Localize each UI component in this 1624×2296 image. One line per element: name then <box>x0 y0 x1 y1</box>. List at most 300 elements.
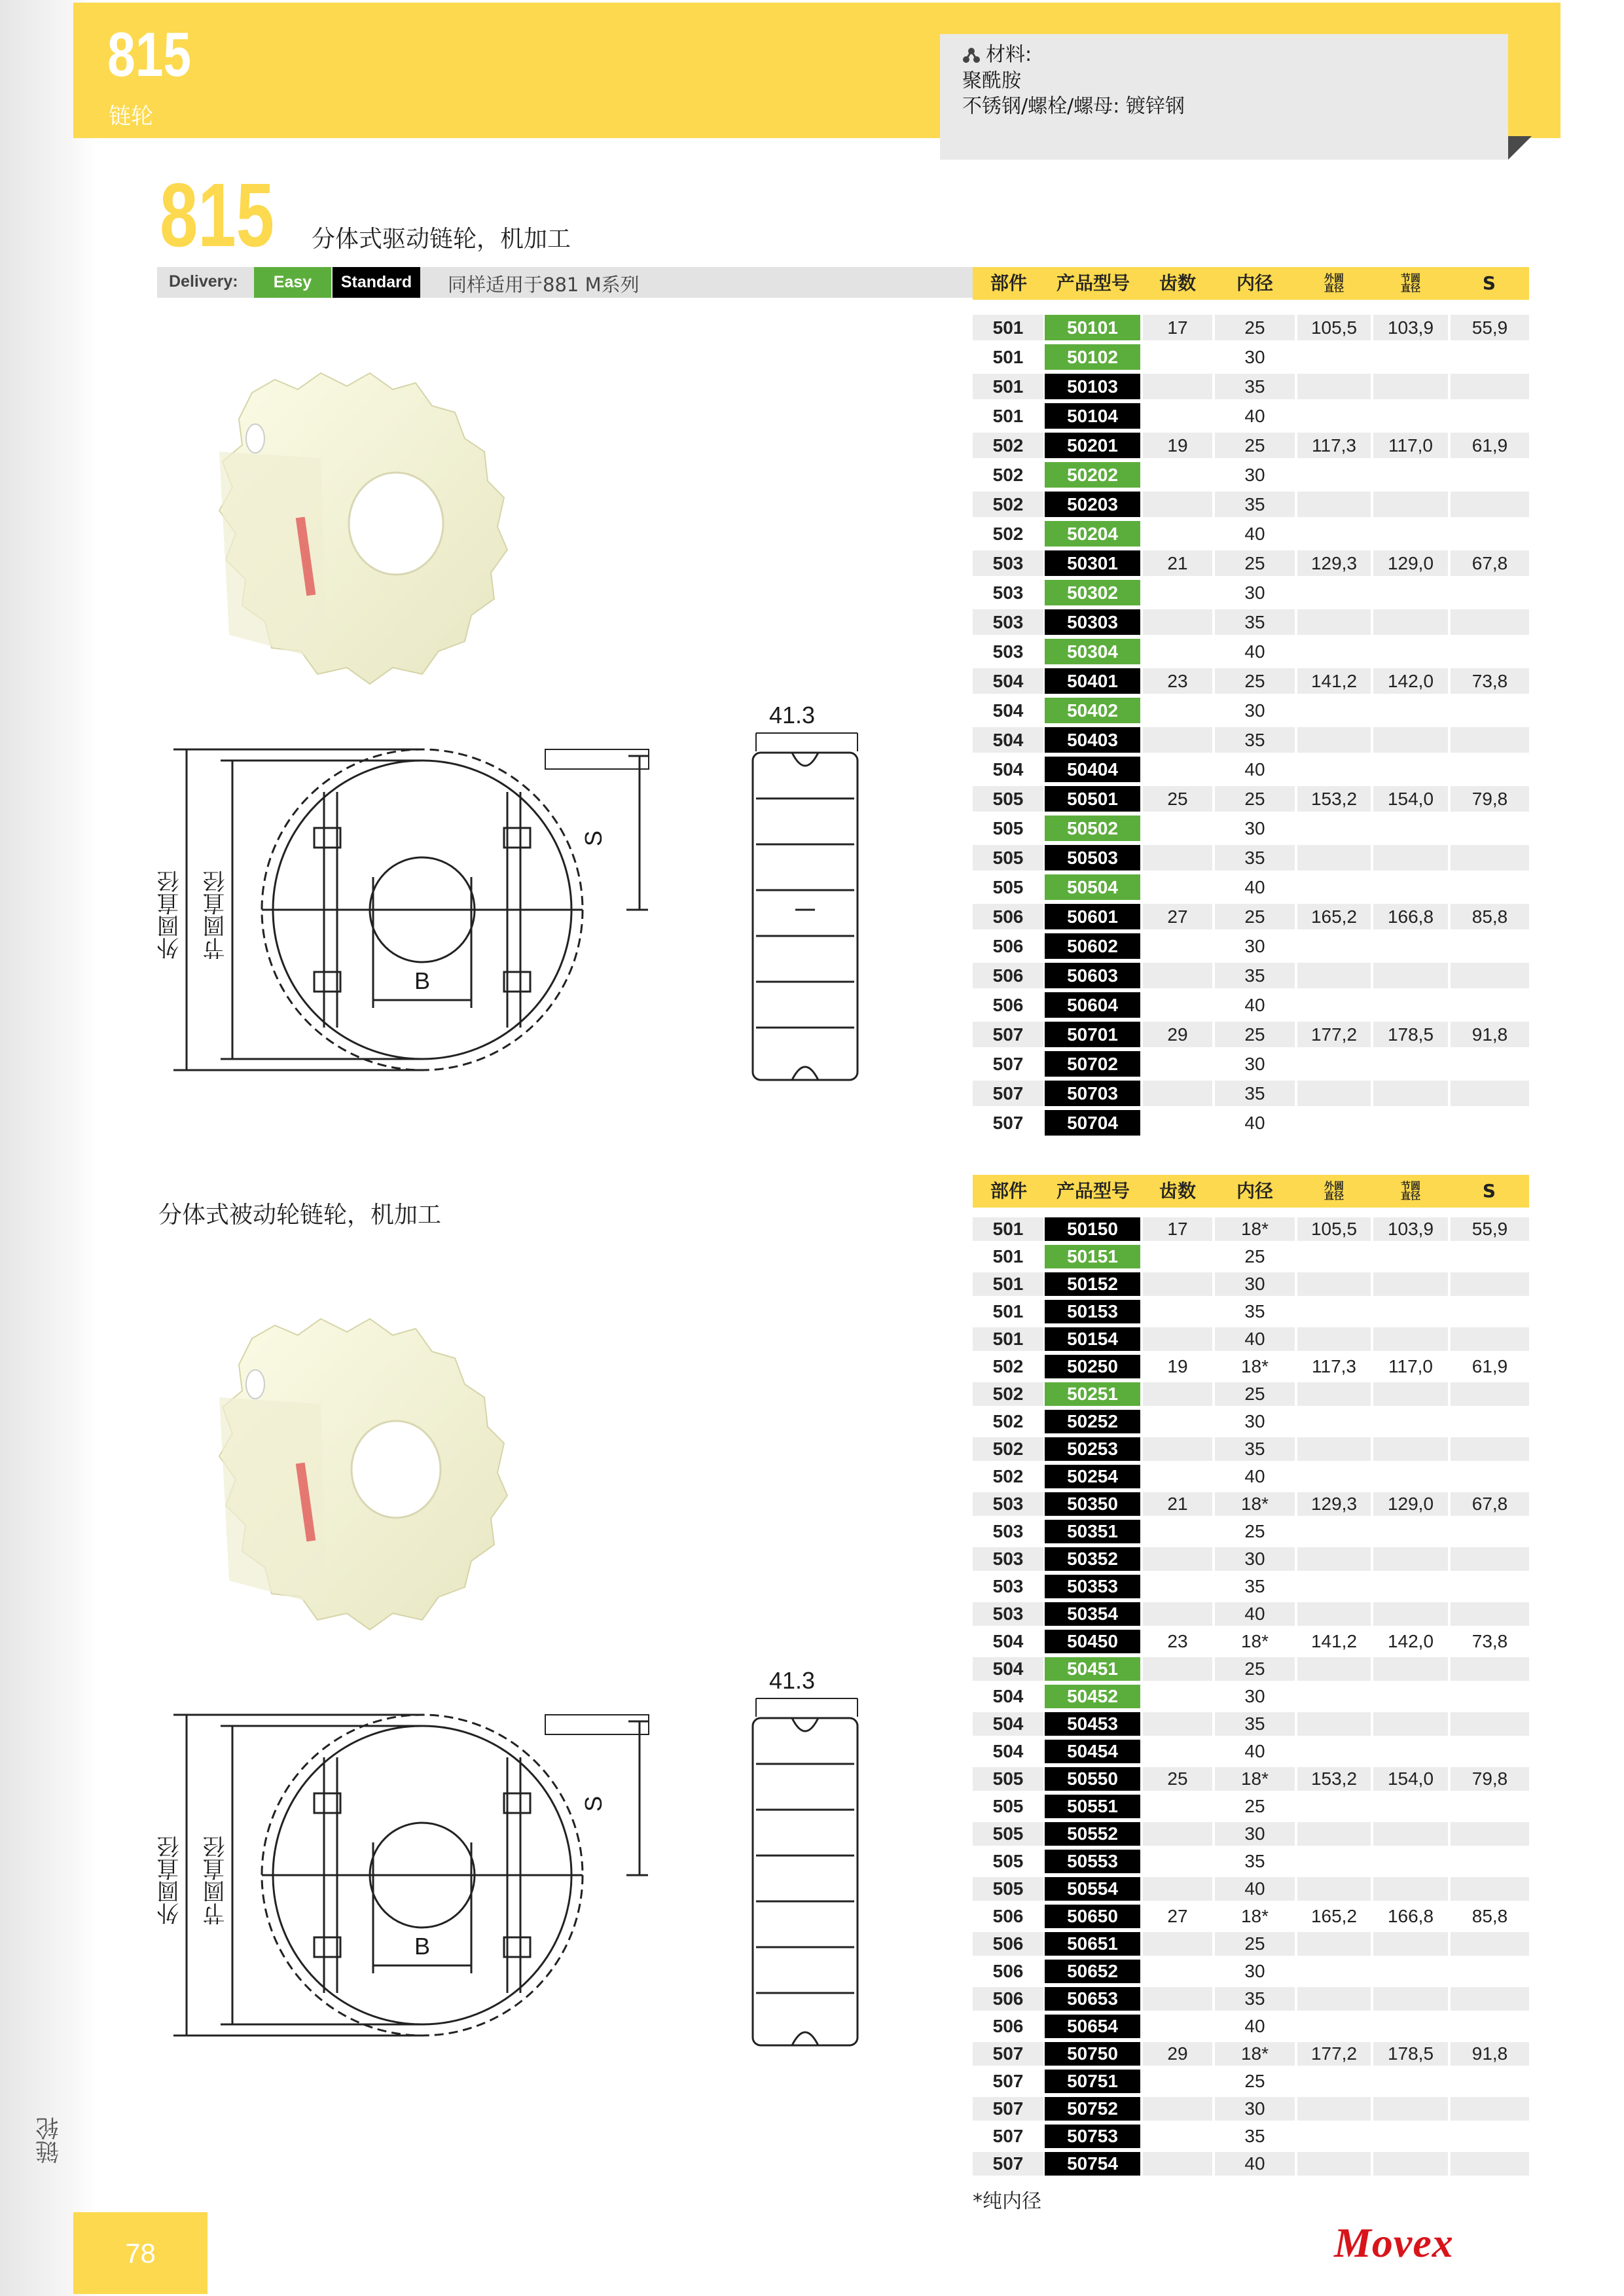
col-code: 产品型号 <box>1056 1180 1130 1202</box>
cell-part: 504 <box>973 668 1043 694</box>
cell-pitch <box>1373 963 1448 988</box>
table-row <box>973 1490 1529 1518</box>
cell-part: 507 <box>973 1081 1043 1106</box>
cell-teeth: 21 <box>1143 1492 1212 1516</box>
section1-title: 分体式驱动链轮，机加工 <box>312 226 571 253</box>
cell-outer: 177,2 <box>1297 2042 1371 2066</box>
cell-code: 50153 <box>1045 1300 1140 1323</box>
cell-part: 506 <box>992 1961 1024 1981</box>
cell-pitch <box>1373 1410 1448 1433</box>
cell-teeth <box>1143 1960 1212 1983</box>
standard-badge: Standard <box>333 267 420 298</box>
b-dimension-label: B <box>414 1933 431 1960</box>
materials-text <box>962 42 1185 120</box>
cell-teeth: 23 <box>1167 1631 1188 1651</box>
cell-part: 502 <box>992 523 1024 544</box>
cell-teeth <box>1143 1740 1212 1763</box>
table-row <box>973 372 1529 401</box>
cell-code: 50752 <box>1045 2097 1140 2121</box>
cell-bore: 18* <box>1240 1631 1269 1651</box>
cell-outer <box>1297 727 1371 753</box>
cell-s <box>1451 639 1529 664</box>
cell-part: 503 <box>973 1602 1043 1626</box>
cell-teeth <box>1143 757 1212 782</box>
cell-code: 50604 <box>1045 992 1140 1018</box>
cell-outer <box>1297 1110 1371 1136</box>
cell-code: 50104 <box>1045 403 1140 429</box>
cell-part: 506 <box>992 2016 1024 2036</box>
cell-part: 506 <box>973 963 1043 988</box>
table-row <box>973 1820 1529 1848</box>
cell-pitch <box>1373 757 1448 782</box>
cell-bore: 35 <box>1215 492 1295 517</box>
table-row <box>973 1079 1529 1108</box>
cell-code: 50702 <box>1045 1051 1140 1077</box>
cell-s <box>1451 1245 1529 1268</box>
cell-outer <box>1297 609 1371 635</box>
cell-pitch <box>1373 933 1448 959</box>
cell-outer <box>1297 845 1371 870</box>
col-s: S <box>1482 1180 1496 1202</box>
table-row <box>973 1353 1529 1380</box>
cell-pitch <box>1373 1437 1448 1461</box>
cell-bore: 30 <box>1244 1411 1265 1431</box>
cell-outer: 129,3 <box>1297 1492 1371 1516</box>
col-outer-diameter: 外圆 直径 <box>1324 1180 1344 1202</box>
cell-pitch <box>1373 2097 1448 2121</box>
header-product-code: 815 <box>107 20 192 90</box>
cell-teeth: 27 <box>1143 904 1212 929</box>
cell-outer <box>1297 2015 1371 2038</box>
cell-teeth <box>1143 403 1212 429</box>
cell-part: 501 <box>973 1272 1043 1296</box>
cell-s: 79,8 <box>1451 786 1529 812</box>
cell-pitch <box>1373 609 1448 635</box>
cell-pitch: 154,0 <box>1373 1767 1448 1791</box>
cell-code: 50254 <box>1045 1465 1140 1488</box>
table-row <box>973 784 1529 814</box>
cell-s <box>1451 2152 1529 2176</box>
cell-bore: 35 <box>1215 374 1295 399</box>
cell-bore: 25 <box>1215 1382 1295 1406</box>
cell-code: 50501 <box>1045 786 1140 812</box>
cell-outer <box>1297 2152 1371 2176</box>
cell-part: 507 <box>973 1022 1043 1047</box>
cell-s <box>1451 609 1529 635</box>
cell-s <box>1451 1437 1529 1461</box>
cell-s: 67,8 <box>1451 1492 1529 1516</box>
cell-outer: 105,5 <box>1297 1217 1371 1241</box>
cell-pitch <box>1373 2070 1448 2093</box>
cell-bore: 25 <box>1215 904 1295 929</box>
table-row <box>973 1020 1529 1049</box>
cell-part: 507 <box>973 2097 1043 2121</box>
table-row <box>973 1848 1529 1875</box>
cell-teeth <box>1143 727 1212 753</box>
cell-teeth <box>1143 1520 1212 1543</box>
cell-code: 50302 <box>1045 580 1140 605</box>
cell-pitch: 117,0 <box>1388 1356 1433 1376</box>
cell-s <box>1451 462 1529 488</box>
cell-outer <box>1297 462 1371 488</box>
col-code: 产品型号 <box>1056 272 1130 294</box>
cell-pitch <box>1373 1245 1448 1268</box>
cell-s <box>1451 1850 1529 1873</box>
cell-outer <box>1297 1987 1371 2011</box>
cell-s: 91,8 <box>1451 2042 1529 2066</box>
cell-outer: 141,2 <box>1310 1631 1358 1651</box>
table-row <box>973 1380 1529 1408</box>
cell-s: 85,8 <box>1471 1906 1508 1926</box>
table-row <box>973 666 1529 696</box>
cell-teeth: 17 <box>1143 1217 1212 1241</box>
table-row <box>973 1875 1529 1903</box>
cell-part: 505 <box>992 876 1024 897</box>
cell-teeth <box>1143 1051 1212 1077</box>
cell-bore: 40 <box>1244 759 1265 780</box>
cell-teeth: 21 <box>1143 550 1212 576</box>
cell-bore: 30 <box>1244 817 1265 838</box>
cell-s <box>1451 727 1529 753</box>
cell-bore: 35 <box>1215 963 1295 988</box>
cell-pitch <box>1373 2015 1448 2038</box>
cell-teeth <box>1143 344 1212 370</box>
cell-pitch: 178,5 <box>1373 2042 1448 2066</box>
cell-teeth <box>1143 1300 1212 1323</box>
table-row <box>973 872 1529 902</box>
cell-part: 505 <box>973 1767 1043 1791</box>
table-row <box>973 1243 1529 1270</box>
cell-s <box>1451 580 1529 605</box>
cell-teeth <box>1143 1410 1212 1433</box>
cell-pitch <box>1373 845 1448 870</box>
cell-outer <box>1297 2070 1371 2093</box>
table-row <box>973 519 1529 548</box>
cell-s <box>1451 1877 1529 1901</box>
cell-outer <box>1297 1932 1371 1956</box>
cell-teeth: 23 <box>1143 668 1212 694</box>
cell-teeth: 29 <box>1143 2042 1212 2066</box>
cell-bore: 25 <box>1215 1932 1295 1956</box>
cell-outer <box>1297 1081 1371 1106</box>
cell-pitch <box>1373 462 1448 488</box>
materials-title: 材料: <box>986 43 1032 66</box>
cell-teeth <box>1143 2015 1212 2038</box>
cell-outer <box>1297 1795 1371 1818</box>
cell-teeth <box>1143 1657 1212 1681</box>
cell-pitch: 154,0 <box>1373 786 1448 812</box>
table-row <box>973 1765 1529 1793</box>
s-dimension-label: S <box>580 1795 607 1812</box>
table-row <box>973 548 1529 578</box>
material-line-2: 不锈钢/螺栓/螺母: 镀锌钢 <box>962 95 1185 118</box>
cell-code: 50754 <box>1045 2152 1140 2176</box>
cell-bore: 25 <box>1244 1521 1265 1541</box>
cell-teeth <box>1143 1602 1212 1626</box>
cell-code: 50652 <box>1045 1960 1140 1983</box>
cell-s <box>1451 816 1529 841</box>
cell-outer <box>1297 2125 1371 2148</box>
cell-teeth <box>1143 492 1212 517</box>
cell-pitch <box>1373 992 1448 1018</box>
cell-outer: 117,3 <box>1297 433 1371 458</box>
cell-teeth <box>1143 874 1212 900</box>
cell-outer: 141,2 <box>1297 668 1371 694</box>
cell-bore: 35 <box>1215 1712 1295 1736</box>
cell-teeth <box>1143 1327 1212 1351</box>
cell-s <box>1451 1051 1529 1077</box>
cell-part: 503 <box>973 1547 1043 1571</box>
cell-part: 504 <box>973 727 1043 753</box>
cell-s <box>1451 1932 1529 1956</box>
cell-teeth <box>1143 2097 1212 2121</box>
cell-part: 507 <box>992 1053 1024 1074</box>
cell-bore: 18* <box>1215 1217 1295 1241</box>
cell-code: 50201 <box>1045 433 1140 458</box>
cell-teeth <box>1143 521 1212 547</box>
cell-s: 61,9 <box>1471 1356 1508 1376</box>
cell-s <box>1451 1465 1529 1488</box>
cell-teeth <box>1143 1465 1212 1488</box>
cell-part: 507 <box>992 2126 1024 2146</box>
table-row <box>973 1793 1529 1820</box>
cell-code: 50353 <box>1045 1575 1140 1598</box>
cell-code: 50704 <box>1045 1110 1140 1136</box>
cell-teeth <box>1143 1547 1212 1571</box>
cell-bore: 35 <box>1215 1081 1295 1106</box>
cell-s <box>1451 374 1529 399</box>
cell-s <box>1451 2070 1529 2093</box>
cell-pitch <box>1373 1795 1448 1818</box>
cell-code: 50403 <box>1045 727 1140 753</box>
cell-pitch <box>1373 1110 1448 1136</box>
cell-s: 79,8 <box>1451 1767 1529 1791</box>
cell-bore: 35 <box>1244 1576 1265 1596</box>
cell-bore: 18* <box>1215 1492 1295 1516</box>
cell-outer <box>1297 1245 1371 1268</box>
cell-bore: 40 <box>1215 1602 1295 1626</box>
cell-bore: 40 <box>1244 523 1265 544</box>
col-pitch-diameter: 节圆 直径 <box>1400 272 1420 294</box>
cell-pitch <box>1373 1602 1448 1626</box>
cell-s <box>1451 1657 1529 1681</box>
cell-s: 73,8 <box>1471 1631 1508 1651</box>
cell-teeth <box>1143 1712 1212 1736</box>
cell-part: 501 <box>992 405 1024 426</box>
table-row <box>973 1710 1529 1738</box>
cell-outer <box>1297 1822 1371 1846</box>
cell-pitch <box>1373 1051 1448 1077</box>
cell-s <box>1451 992 1529 1018</box>
cell-teeth: 17 <box>1143 315 1212 340</box>
cell-code: 50750 <box>1045 2042 1140 2066</box>
drawing-lines <box>147 694 874 1100</box>
cell-bore: 30 <box>1244 700 1265 721</box>
cell-s <box>1451 874 1529 900</box>
cell-pitch <box>1373 521 1448 547</box>
table-row <box>973 1903 1529 1930</box>
b-dimension-label: B <box>414 967 431 994</box>
cell-teeth <box>1143 2125 1212 2148</box>
cell-pitch <box>1373 1685 1448 1708</box>
cell-teeth <box>1143 1245 1212 1268</box>
cell-code: 50203 <box>1045 492 1140 517</box>
cell-outer <box>1297 1410 1371 1433</box>
cell-part: 506 <box>992 935 1024 956</box>
col-part: 部件 <box>990 1180 1027 1202</box>
cell-s <box>1451 1110 1529 1136</box>
cell-teeth: 19 <box>1167 1356 1188 1376</box>
compatibility-note: 同样适用于881 M系列 <box>448 274 640 296</box>
cell-bore: 35 <box>1244 1851 1265 1871</box>
cell-pitch <box>1373 1520 1448 1543</box>
cell-code: 50202 <box>1045 462 1140 488</box>
cell-s <box>1451 1520 1529 1543</box>
cell-part: 502 <box>992 1411 1024 1431</box>
cell-part: 503 <box>992 1576 1024 1596</box>
cell-code: 50102 <box>1045 344 1140 370</box>
cell-outer: 153,2 <box>1297 1767 1371 1791</box>
cell-bore: 40 <box>1244 994 1265 1015</box>
cell-bore: 35 <box>1215 727 1295 753</box>
table-row <box>973 1325 1529 1353</box>
cell-outer <box>1297 639 1371 664</box>
cell-pitch <box>1373 816 1448 841</box>
cell-teeth <box>1143 992 1212 1018</box>
cell-bore: 30 <box>1215 1547 1295 1571</box>
cell-bore: 40 <box>1244 641 1265 662</box>
outer-diameter-label: 外圆直径 <box>157 870 183 960</box>
cell-code: 50552 <box>1045 1822 1140 1846</box>
cell-outer <box>1297 1327 1371 1351</box>
drive-sprocket-table <box>973 267 1529 1134</box>
cell-code: 50751 <box>1045 2070 1140 2093</box>
cell-outer: 153,2 <box>1297 786 1371 812</box>
cell-pitch <box>1373 1822 1448 1846</box>
cell-teeth <box>1143 1685 1212 1708</box>
table-row <box>973 460 1529 490</box>
cell-pitch: 166,8 <box>1387 1906 1434 1926</box>
cell-outer <box>1297 374 1371 399</box>
cell-bore: 25 <box>1215 315 1295 340</box>
cell-outer: 165,2 <box>1310 1906 1358 1926</box>
cell-s: 61,9 <box>1451 433 1529 458</box>
cell-pitch <box>1373 1877 1448 1901</box>
cell-teeth <box>1143 1382 1212 1406</box>
cell-outer <box>1297 1382 1371 1406</box>
cell-part: 503 <box>973 550 1043 576</box>
cell-s <box>1451 492 1529 517</box>
table-row <box>973 2150 1529 2178</box>
cell-pitch <box>1373 639 1448 664</box>
cell-part: 505 <box>992 1851 1024 1871</box>
cell-part: 505 <box>973 786 1043 812</box>
cell-pitch <box>1373 1932 1448 1956</box>
cell-part: 505 <box>973 845 1043 870</box>
cell-part: 503 <box>992 641 1024 662</box>
table-row <box>973 401 1529 431</box>
cell-pitch <box>1373 374 1448 399</box>
cell-pitch: 142,0 <box>1387 1631 1434 1651</box>
cell-code: 50154 <box>1045 1327 1140 1351</box>
cell-bore: 40 <box>1244 405 1265 426</box>
cell-bore: 40 <box>1244 876 1265 897</box>
cell-s <box>1451 698 1529 723</box>
cell-s <box>1451 1602 1529 1626</box>
table-row <box>973 1738 1529 1765</box>
cell-bore: 18* <box>1240 1356 1269 1376</box>
cell-s <box>1451 1382 1529 1406</box>
cell-outer <box>1297 933 1371 959</box>
cell-outer <box>1297 698 1371 723</box>
cell-part: 504 <box>992 759 1024 780</box>
cell-part: 503 <box>992 582 1024 603</box>
cell-code: 50554 <box>1045 1877 1140 1901</box>
cell-s <box>1451 2015 1529 2038</box>
cell-s <box>1451 1327 1529 1351</box>
cell-teeth <box>1143 1575 1212 1598</box>
cell-outer <box>1297 580 1371 605</box>
cell-pitch <box>1373 1465 1448 1488</box>
drawing-lines <box>147 1659 874 2065</box>
cell-bore: 30 <box>1244 464 1265 485</box>
cell-bore: 25 <box>1244 1246 1265 1266</box>
cell-pitch: 117,0 <box>1373 433 1448 458</box>
cell-bore: 30 <box>1215 1272 1295 1296</box>
idler-sprocket-table <box>973 1175 1529 2176</box>
pitch-diameter-label: 节圆直径 <box>203 1836 229 1925</box>
table-row <box>973 1628 1529 1655</box>
cell-code: 50450 <box>1045 1630 1140 1653</box>
col-s: S <box>1482 272 1496 294</box>
cell-pitch: 142,0 <box>1373 668 1448 694</box>
cell-code: 50253 <box>1045 1437 1140 1461</box>
cell-bore: 30 <box>1215 1822 1295 1846</box>
cell-s: 67,8 <box>1451 550 1529 576</box>
cell-bore: 35 <box>1215 1987 1295 2011</box>
cell-bore: 25 <box>1215 668 1295 694</box>
cell-bore: 40 <box>1244 1466 1265 1486</box>
cell-code: 50703 <box>1045 1081 1140 1106</box>
cell-code: 50653 <box>1045 1987 1140 2011</box>
col-bore: 内径 <box>1236 1180 1273 1202</box>
table-row <box>973 637 1529 666</box>
cell-teeth <box>1143 698 1212 723</box>
cell-outer <box>1297 1437 1371 1461</box>
cell-outer <box>1297 1960 1371 1983</box>
cell-teeth <box>1143 1822 1212 1846</box>
cell-outer <box>1297 403 1371 429</box>
cell-pitch <box>1373 1547 1448 1571</box>
cell-pitch: 103,9 <box>1373 1217 1448 1241</box>
cell-teeth <box>1143 462 1212 488</box>
cell-s: 55,9 <box>1451 315 1529 340</box>
cell-teeth <box>1143 1110 1212 1136</box>
cell-part: 505 <box>973 1877 1043 1901</box>
sprocket-photo <box>190 1299 530 1633</box>
cell-code: 50701 <box>1045 1022 1140 1047</box>
cell-bore: 30 <box>1244 346 1265 367</box>
cell-outer <box>1297 1547 1371 1571</box>
cell-part: 502 <box>992 1466 1024 1486</box>
cell-code: 50602 <box>1045 933 1140 959</box>
cell-bore: 35 <box>1244 1301 1265 1321</box>
cell-teeth <box>1143 816 1212 841</box>
cell-bore: 25 <box>1215 1657 1295 1681</box>
cell-pitch <box>1373 1081 1448 1106</box>
cell-code: 50152 <box>1045 1272 1140 1296</box>
cell-code: 50101 <box>1045 315 1140 340</box>
